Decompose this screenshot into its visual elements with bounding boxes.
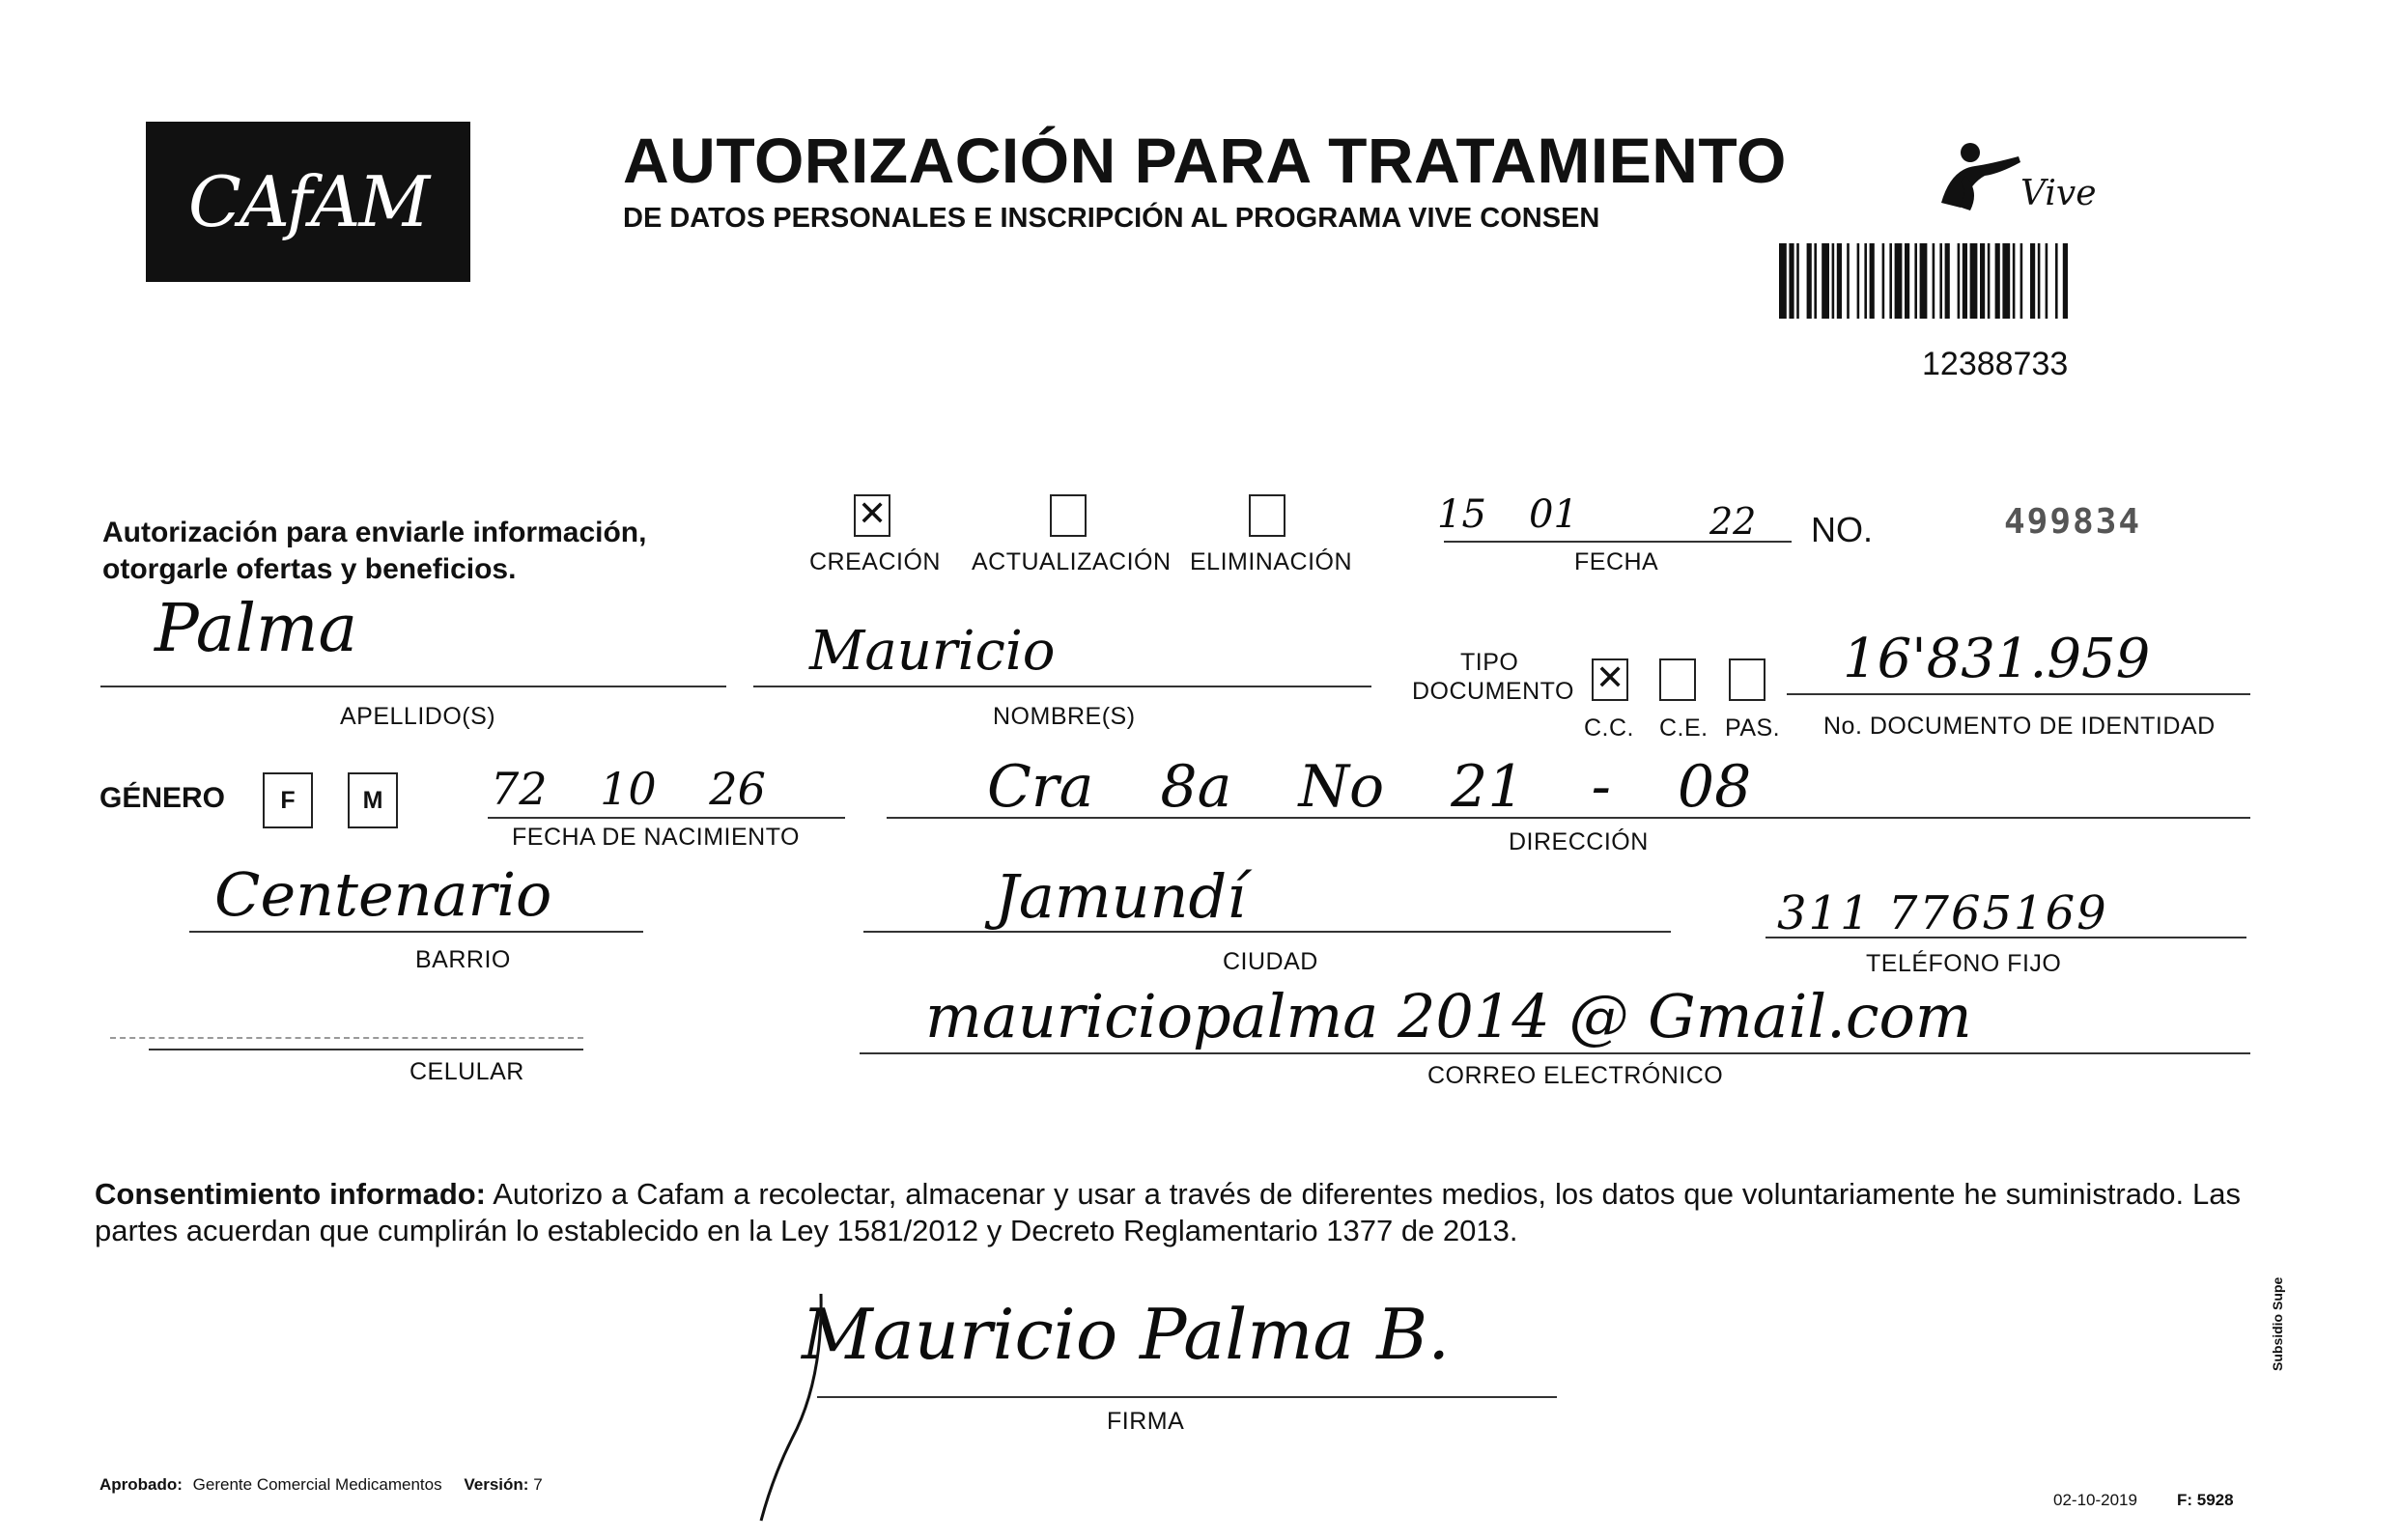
barcode-bar — [2002, 243, 2010, 319]
barcode-bar — [1920, 243, 1928, 319]
form-code: F: 5928 — [2177, 1491, 2234, 1509]
consent-heading: Consentimiento informado: — [95, 1177, 487, 1211]
vive-logo — [1932, 135, 2115, 212]
barcode-bar — [1945, 243, 1950, 319]
vive-logo-text: Vive — [2020, 174, 2097, 213]
intro-line-1: Autorización para enviarle información, — [102, 517, 647, 548]
aprobado-value: Gerente Comercial Medicamentos — [192, 1475, 442, 1494]
barcode — [1779, 243, 2129, 319]
barcode-bar — [1857, 243, 1860, 319]
barcode-bar — [1870, 243, 1875, 319]
form-date: 02-10-2019 — [2053, 1491, 2137, 1509]
document-title: AUTORIZACIÓN PARA TRATAMIENTO — [623, 125, 1787, 196]
version-value: 7 — [533, 1475, 543, 1494]
apellido-line — [100, 686, 726, 687]
signature-stroke — [753, 1284, 869, 1526]
barcode-bar — [1807, 243, 1812, 319]
firma-label: FIRMA — [1107, 1408, 1185, 1435]
logo-text: CAfAM — [187, 161, 429, 242]
barcode-number: 12388733 — [1922, 346, 2069, 382]
tipo-label: TIPO — [1460, 649, 1519, 676]
genero-m-label: M — [362, 786, 383, 814]
barrio-value: Centenario — [214, 859, 552, 930]
actualizacion-label: ACTUALIZACIÓN — [972, 548, 1172, 575]
telefono-line — [1765, 937, 2246, 938]
direccion-label-text: DIRECCIÓN — [1509, 828, 1649, 855]
barcode-bar — [2030, 243, 2035, 319]
direccion-line — [887, 817, 2250, 819]
barcode-bar — [2020, 243, 2023, 319]
fecha-nacimiento-value: 72 10 26 — [491, 763, 766, 815]
cc-label: C.C. — [1584, 714, 1634, 742]
barcode-bar — [2063, 243, 2068, 319]
ce-checkbox[interactable] — [1659, 658, 1696, 701]
barcode-bar — [1895, 243, 1903, 319]
fecha-day-value: 15 — [1437, 492, 1486, 537]
ciudad-label: CIUDAD — [1223, 948, 1318, 975]
consent-paragraph — [95, 1176, 2241, 1249]
fecha-nacimiento-label: FECHA DE NACIMIENTO — [512, 824, 800, 851]
side-text: Subsidio Supe — [2270, 1276, 2285, 1371]
apellido-label: APELLIDO(S) — [340, 703, 496, 730]
correo-line — [860, 1052, 2250, 1054]
barcode-bar — [1963, 243, 1967, 319]
ce-label: C.E. — [1659, 714, 1709, 742]
direccion-value: Cra 8a No 21 - 08 — [987, 753, 1752, 821]
barcode-bar — [1980, 243, 1985, 319]
genero-label: GÉNERO — [99, 782, 226, 814]
signature-value: Mauricio Palma B. — [802, 1294, 1451, 1375]
apellido-value: Palma — [155, 591, 358, 667]
no-label: NO. — [1811, 510, 1874, 549]
barcode-bar — [1882, 243, 1885, 319]
doc-number-line — [1787, 693, 2250, 695]
correo-value: mauriciopalma 2014 @ Gmail.com — [925, 981, 1972, 1051]
barcode-bar — [2055, 243, 2058, 319]
barcode-bar — [1779, 243, 1787, 319]
barrio-line — [189, 931, 643, 933]
barcode-bar — [1789, 243, 1794, 319]
barcode-bar — [1796, 243, 1799, 319]
consent-text: Autorizo a Cafam a recolectar, almacenar y usar a través de diferentes medios, los datos que voluntariamente he suministrado. Las partes acuerdan que cumplirán lo establecido en la Ley 1581/2012 y Decreto Reglamentario 1377 de 2013. — [95, 1177, 2241, 1247]
fecha-year-value: 22 — [1709, 500, 1757, 543]
cc-checkbox[interactable] — [1592, 658, 1628, 701]
intro-line-2: otorgarle ofertas y beneficios. — [102, 553, 517, 585]
barcode-bar — [1933, 243, 1935, 319]
genero-m-box[interactable] — [348, 772, 398, 828]
fecha-line — [1444, 541, 1792, 543]
nombre-line — [753, 686, 1371, 687]
doc-number-label: No. DOCUMENTO DE IDENTIDAD — [1823, 713, 2216, 740]
celular-line[interactable] — [149, 1049, 583, 1050]
barcode-bar — [1837, 243, 1842, 319]
barcode-bar — [1832, 243, 1835, 319]
document-subtitle: DE DATOS PERSONALES E INSCRIPCIÓN AL PROGRAMA VIVE CONSEN — [623, 203, 1600, 234]
barcode-bar — [1822, 243, 1829, 319]
pas-checkbox[interactable] — [1729, 658, 1765, 701]
barcode-bar — [1814, 243, 1817, 319]
barcode-bar — [1958, 243, 1961, 319]
creacion-label: CREACIÓN — [809, 548, 941, 575]
barrio-label: BARRIO — [415, 946, 511, 973]
signature-line — [817, 1396, 1557, 1398]
barcode-bar — [1889, 243, 1892, 319]
fecha-label: FECHA — [1574, 548, 1659, 575]
barcode-bar — [2038, 243, 2041, 319]
genero-f-label: F — [280, 786, 296, 814]
creacion-checkbox[interactable] — [854, 494, 890, 537]
ciudad-line — [863, 931, 1671, 933]
eliminacion-label: ELIMINACIÓN — [1190, 548, 1353, 575]
version-label: Versión: — [464, 1475, 529, 1494]
aprobado-label: Aprobado: — [99, 1475, 183, 1494]
barcode-bar — [1864, 243, 1867, 319]
nombre-value: Mauricio — [809, 620, 1056, 683]
celular-line-guide — [110, 1037, 583, 1039]
ciudad-value: Jamundí — [995, 861, 1246, 932]
correo-label: CORREO ELECTRÓNICO — [1427, 1062, 1724, 1089]
aprobado-footer — [99, 1475, 543, 1495]
fecha-month-value: 01 — [1529, 492, 1578, 537]
barcode-bar — [1939, 243, 1942, 319]
telefono-label: TELÉFONO FIJO — [1866, 950, 2062, 977]
barcode-bar — [1970, 243, 1978, 319]
genero-f-box[interactable] — [263, 772, 313, 828]
documento-label: DOCUMENTO — [1412, 678, 1574, 705]
actualizacion-checkbox[interactable] — [1050, 494, 1087, 537]
barcode-bar — [2046, 243, 2048, 319]
barcode-bar — [1988, 243, 1991, 319]
celular-label: CELULAR — [410, 1058, 524, 1085]
eliminacion-checkbox[interactable] — [1249, 494, 1285, 537]
barcode-bar — [1847, 243, 1850, 319]
doc-number-value: 16'831.959 — [1843, 628, 2151, 690]
nombre-label: NOMBRE(S) — [993, 703, 1136, 730]
barcode-bar — [1905, 243, 1909, 319]
barcode-bar — [1995, 243, 2000, 319]
barcode-bar — [2013, 243, 2016, 319]
cafam-logo — [146, 122, 470, 282]
no-value: 499834 — [2004, 502, 2142, 542]
barcode-bar — [1914, 243, 1917, 319]
pas-label: PAS. — [1725, 714, 1781, 742]
telefono-value: 311 7765169 — [1777, 886, 2108, 940]
fecha-nacimiento-line — [488, 817, 845, 819]
